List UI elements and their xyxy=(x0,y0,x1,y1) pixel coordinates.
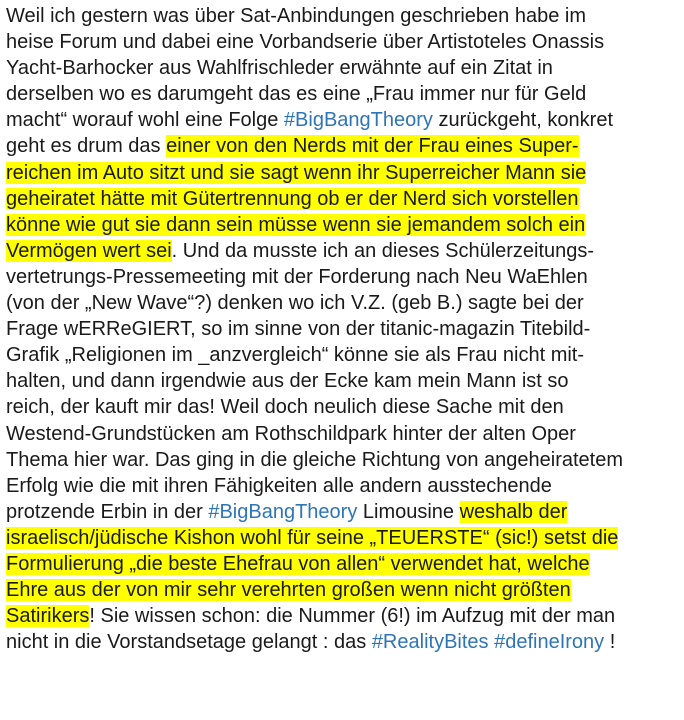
text-line xyxy=(6,551,678,577)
text-line xyxy=(6,107,678,133)
text-line xyxy=(6,629,678,655)
highlighted-text: Formulierung „die beste Ehefrau von allen“ verwendet hat, welche xyxy=(6,552,590,575)
text-segment: Westend-Grundstücken am Rothschildpark hinter der alten Oper xyxy=(6,422,576,445)
text-segment: Weil ich gestern was über Sat-Anbindungen geschrieben habe im xyxy=(6,5,586,27)
text-segment: . Und da musste ich an dieses Schülerzeitungs- xyxy=(171,239,595,262)
text-line xyxy=(6,473,678,499)
text-line xyxy=(6,577,678,603)
text-segment: Frage wERReGIERT, so im sinne von der titanic-magazin Titebild- xyxy=(6,318,591,341)
highlighted-text: Satirikers xyxy=(6,605,90,628)
text-line xyxy=(6,133,678,159)
text-segment: nicht in die Vorstandsetage gelangt : das xyxy=(6,631,372,654)
text-segment: heise Forum und dabei eine Vorbandserie über Artistoteles Onassis xyxy=(6,31,605,54)
text-segment: geht es drum das xyxy=(6,135,167,158)
highlighted-text: geheiratet hätte mit Gütertrennung ob er der Nerd sich vorstellen xyxy=(6,187,579,210)
hashtag-link[interactable]: #defineIrony xyxy=(494,631,605,654)
text-segment: ! Sie wissen schon: die Nummer (6!) im Aufzug mit der man xyxy=(89,605,616,628)
text-line xyxy=(6,342,678,368)
text-line xyxy=(6,447,678,473)
text-segment: halten, und dann irgendwie aus der Ecke kam mein Mann ist so xyxy=(6,370,569,393)
text-line xyxy=(6,394,678,420)
highlighted-text: Ehre aus der von mir sehr verehrten großen wenn nicht größten xyxy=(6,579,571,602)
text-segment: ! xyxy=(604,631,616,654)
text-segment: Grafik „Religionen im _anzvergleich“ könne sie als Frau nicht mit- xyxy=(6,344,585,367)
text-segment: protzende Erbin in der xyxy=(6,500,209,523)
text-line xyxy=(6,3,678,29)
text-line xyxy=(6,525,678,551)
text-line xyxy=(6,264,678,290)
text-line xyxy=(6,160,678,186)
text-segment: derselben wo es darumgeht das es eine „Frau immer nur für Geld xyxy=(6,83,587,106)
text-segment: vertetrungs-Pressemeeting mit der Forderung nach Neu WaEhlen xyxy=(6,265,588,288)
text-line xyxy=(6,499,678,525)
text-line xyxy=(6,186,678,212)
text-segment: Yacht-Barhocker aus Wahlfrischleder erwähnte auf ein Zitat in xyxy=(6,57,553,80)
text-segment: zurückgeht, konkret xyxy=(432,109,613,132)
text-line xyxy=(6,238,678,264)
text-segment: macht“ worauf wohl eine Folge xyxy=(6,109,284,132)
text-line xyxy=(6,29,678,55)
hashtag-link[interactable]: #RealityBites xyxy=(371,631,489,654)
highlighted-text: könne wie gut sie dann sein müsse wenn sie jemandem solch ein xyxy=(6,213,586,236)
text-line xyxy=(6,81,678,107)
text-line xyxy=(6,290,678,316)
text-segment: Thema hier war. Das ging in die gleiche Richtung von angeheiratetem xyxy=(6,448,624,471)
highlighted-text: Vermögen wert sei xyxy=(6,239,172,262)
text-line xyxy=(6,316,678,342)
highlighted-text: einer von den Nerds mit der Frau eines Super- xyxy=(166,135,579,158)
text-line xyxy=(6,368,678,394)
text-segment: (von der „New Wave“?) denken wo ich V.Z. (geb B.) sagte bei der xyxy=(6,292,584,315)
highlighted-text: weshalb der xyxy=(459,500,568,523)
highlighted-text: israelisch/jüdische Kishon wohl für seine „TEUERSTE“ (sic!) setst die xyxy=(6,526,619,549)
text-segment: Erfolg wie die mit ihren Fähigkeiten alle andern ausstechende xyxy=(6,474,552,497)
text-line xyxy=(6,421,678,447)
text-line xyxy=(6,55,678,81)
hashtag-link[interactable]: #BigBangTheory xyxy=(208,500,358,523)
text-line xyxy=(6,603,678,629)
text-segment: Limousine xyxy=(357,500,460,523)
highlighted-text: reichen im Auto sitzt und sie sagt wenn ihr Superreicher Mann sie xyxy=(6,161,587,184)
text-segment: reich, der kauft mir das! Weil doch neulich diese Sache mit den xyxy=(6,396,564,419)
text-line xyxy=(6,212,678,238)
hashtag-link[interactable]: #BigBangTheory xyxy=(283,109,433,132)
